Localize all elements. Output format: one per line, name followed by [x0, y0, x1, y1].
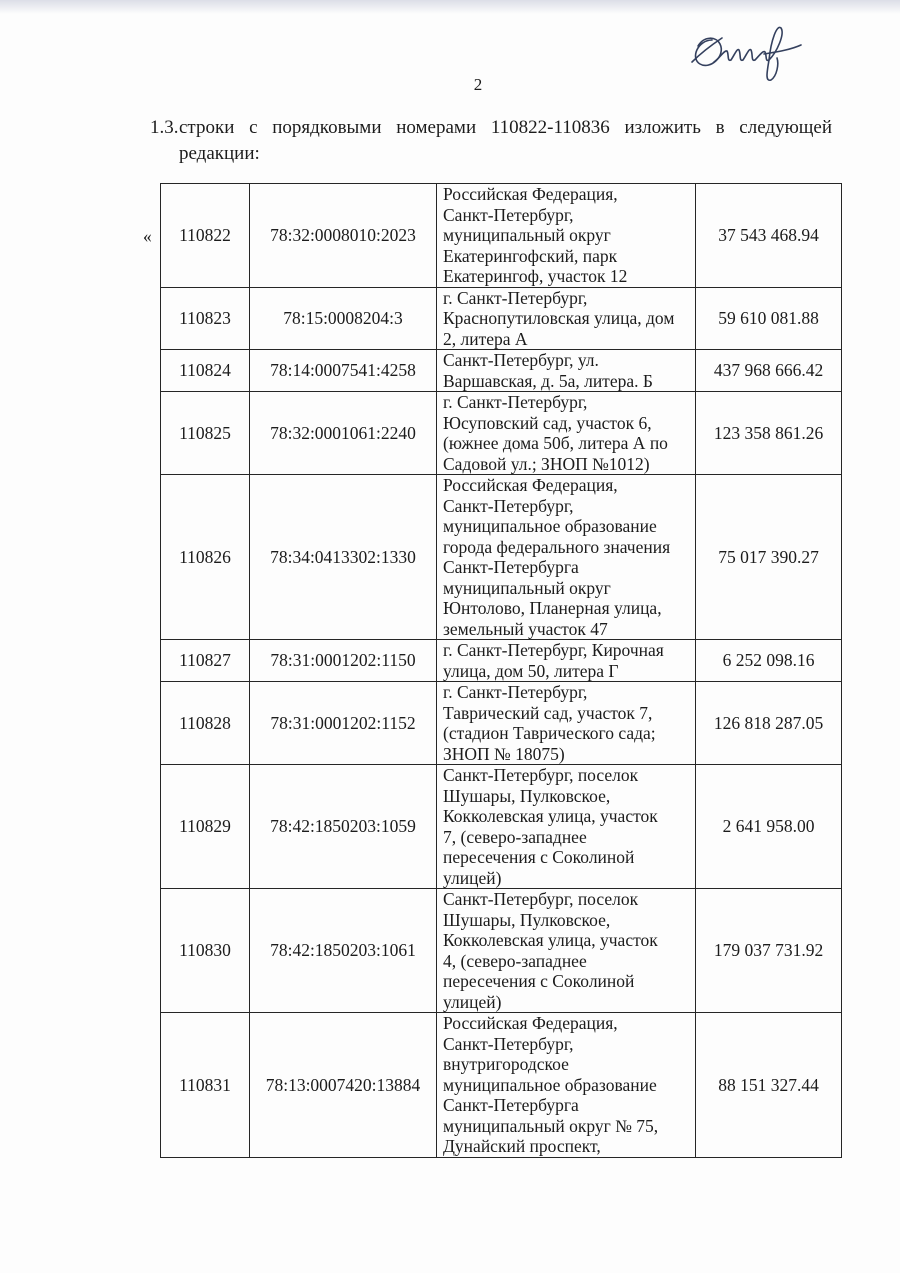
- address-cell: г. Санкт-Петербург, Краснопутиловская улица, дом 2, литера А: [437, 287, 696, 350]
- value-cell: 179 037 731.92: [696, 889, 842, 1013]
- paragraph-text: [179, 115, 832, 167]
- address-cell: г. Санкт-Петербург, Юсуповский сад, участок 6, (южнее дома 50б, литера А по Садовой ул.; ЗНОП №1012): [437, 392, 696, 475]
- paragraph-line: строки с порядковыми номерами 110822-110836 изложить в следующей: [179, 117, 832, 138]
- row-number-cell: 110830: [161, 889, 250, 1013]
- cadastral-number-cell: 78:32:0008010:2023: [250, 184, 437, 288]
- table-row: [161, 392, 842, 475]
- address-cell: Российская Федерация, Санкт-Петербург, муниципальное образование города федерального значения Санкт-Петербурга муниципальный округ Юнтолово, Планерная улица, земельный участок 47: [437, 475, 696, 640]
- page-number: 2: [473, 75, 483, 94]
- cadastral-number-cell: 78:31:0001202:1150: [250, 640, 437, 682]
- value-cell: 437 968 666.42: [696, 350, 842, 392]
- row-number-cell: 110828: [161, 682, 250, 765]
- row-number-cell: 110824: [161, 350, 250, 392]
- row-number-cell: 110827: [161, 640, 250, 682]
- cadastral-number-cell: 78:31:0001202:1152: [250, 682, 437, 765]
- address-cell: г. Санкт-Петербург, Кирочная улица, дом 50, литера Г: [437, 640, 696, 682]
- value-cell: 6 252 098.16: [696, 640, 842, 682]
- table-row: [161, 640, 842, 682]
- table-row: [161, 287, 842, 350]
- table-row: [161, 682, 842, 765]
- value-cell: 126 818 287.05: [696, 682, 842, 765]
- value-cell: 59 610 081.88: [696, 287, 842, 350]
- address-cell: г. Санкт-Петербург, Таврический сад, участок 7, (стадион Таврического сада; ЗНОП № 18075): [437, 682, 696, 765]
- address-cell: Российская Федерация, Санкт-Петербург, внутригородское муниципальное образование Санкт-Петербурга муниципальный округ № 75, Дунайский проспект,: [437, 1013, 696, 1158]
- value-cell: 75 017 390.27: [696, 475, 842, 640]
- cadastral-number-cell: 78:42:1850203:1061: [250, 889, 437, 1013]
- row-number-cell: 110829: [161, 765, 250, 889]
- cadastral-number-cell: 78:13:0007420:13884: [250, 1013, 437, 1158]
- scan-shadow: [0, 0, 900, 14]
- land-plots-table: [160, 183, 842, 1158]
- table-row: [161, 889, 842, 1013]
- table-row: [161, 1013, 842, 1158]
- row-number-cell: 110826: [161, 475, 250, 640]
- value-cell: 2 641 958.00: [696, 765, 842, 889]
- row-number-cell: 110825: [161, 392, 250, 475]
- cadastral-number-cell: 78:14:0007541:4258: [250, 350, 437, 392]
- paragraph-line: редакции:: [179, 143, 260, 164]
- paragraph-number: 1.3.: [150, 117, 179, 138]
- address-cell: Санкт-Петербург, поселок Шушары, Пулковское, Кокколевская улица, участок 7, (северо-западнее пересечения с Соколиной улицей): [437, 765, 696, 889]
- cadastral-number-cell: 78:42:1850203:1059: [250, 765, 437, 889]
- table-row: [161, 475, 842, 640]
- address-cell: Санкт-Петербург, ул. Варшавская, д. 5а, литера. Б: [437, 350, 696, 392]
- row-number-cell: 110831: [161, 1013, 250, 1158]
- cadastral-number-cell: 78:32:0001061:2240: [250, 392, 437, 475]
- cadastral-number-cell: 78:34:0413302:1330: [250, 475, 437, 640]
- table-row: [161, 765, 842, 889]
- row-number-cell: 110822: [161, 184, 250, 288]
- table-row: [161, 184, 842, 288]
- address-cell: Санкт-Петербург, поселок Шушары, Пулковское, Кокколевская улица, участок 4, (северо-западнее пересечения с Соколиной улицей): [437, 889, 696, 1013]
- table-row: [161, 350, 842, 392]
- value-cell: 37 543 468.94: [696, 184, 842, 288]
- handwritten-signature: [680, 20, 810, 90]
- value-cell: 123 358 861.26: [696, 392, 842, 475]
- cadastral-number-cell: 78:15:0008204:3: [250, 287, 437, 350]
- address-cell: Российская Федерация, Санкт-Петербург, муниципальный округ Екатерингофский, парк Екатерингоф, участок 12: [437, 184, 696, 288]
- value-cell: 88 151 327.44: [696, 1013, 842, 1158]
- row-number-cell: 110823: [161, 287, 250, 350]
- opening-quote-mark: «: [143, 226, 152, 246]
